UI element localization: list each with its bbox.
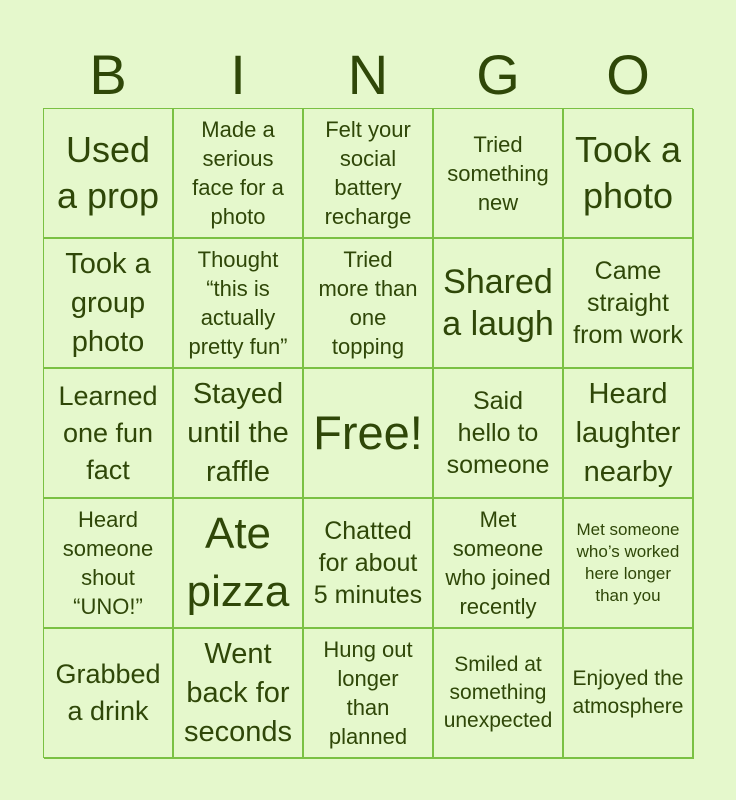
bingo-cell-label: Tried something new: [447, 131, 549, 215]
header-letter-g: G: [476, 43, 520, 106]
bingo-cell[interactable]: [434, 109, 564, 239]
bingo-cell[interactable]: [564, 239, 694, 369]
bingo-cell-label: Took a photo: [574, 129, 682, 216]
bingo-cell[interactable]: [44, 369, 174, 499]
bingo-cell-label: Said hello to someone: [446, 387, 550, 479]
bingo-cell-label: Met someone who’s worked here longer than you: [576, 520, 680, 605]
bingo-cell-label: Came straight from work: [573, 257, 683, 349]
bingo-header: [43, 44, 693, 106]
bingo-cell[interactable]: [564, 109, 694, 239]
bingo-cell[interactable]: [304, 369, 434, 499]
bingo-cell[interactable]: [564, 629, 694, 759]
bingo-cell-label: Shared a laugh: [442, 263, 554, 343]
header-letter-o: O: [606, 43, 650, 106]
bingo-cell[interactable]: [44, 499, 174, 629]
bingo-cell[interactable]: [174, 499, 304, 629]
bingo-cell-label: Thought “this is actually pretty fun”: [188, 247, 288, 359]
bingo-cell-label: Heard someone shout “UNO!”: [62, 507, 154, 619]
bingo-cell-label: Felt your social battery recharge: [324, 117, 412, 229]
bingo-cell[interactable]: [174, 369, 304, 499]
bingo-cell-label: Learned one fun fact: [58, 380, 158, 485]
bingo-cell[interactable]: [44, 109, 174, 239]
header-letter-n: N: [347, 43, 389, 106]
bingo-cell[interactable]: [304, 499, 434, 629]
bingo-cell-label: Free!: [313, 406, 423, 459]
bingo-cell[interactable]: [44, 239, 174, 369]
bingo-cell-label: Tried more than one topping: [318, 247, 418, 359]
bingo-cell-label: Made a serious face for a photo: [192, 117, 284, 229]
bingo-cell-label: Hung out longer than planned: [323, 637, 413, 749]
bingo-cell-label: Used a prop: [56, 129, 160, 216]
bingo-cell[interactable]: [434, 499, 564, 629]
bingo-cell[interactable]: [434, 369, 564, 499]
bingo-board: [43, 108, 693, 758]
bingo-cell[interactable]: [174, 629, 304, 759]
bingo-cell[interactable]: [174, 109, 304, 239]
bingo-cell[interactable]: [304, 629, 434, 759]
bingo-cell-label: Chatted for about 5 minutes: [313, 517, 423, 609]
bingo-cell-label: Took a group photo: [65, 247, 151, 358]
bingo-cell[interactable]: [304, 109, 434, 239]
bingo-cell-label: Grabbed a drink: [55, 659, 161, 726]
bingo-cell-label: Met someone who joined recently: [445, 507, 551, 619]
bingo-cell-label: Ate pizza: [186, 509, 290, 616]
bingo-cell[interactable]: [44, 629, 174, 759]
bingo-cell-label: Heard laughter nearby: [575, 377, 681, 488]
header-letter-b: B: [89, 43, 127, 106]
bingo-cell[interactable]: [434, 239, 564, 369]
header-letter-i: I: [230, 43, 246, 106]
bingo-cell[interactable]: [304, 239, 434, 369]
bingo-cell-label: Stayed until the raffle: [187, 377, 289, 488]
bingo-cell[interactable]: [174, 239, 304, 369]
bingo-cell-label: Enjoyed the atmosphere: [572, 667, 684, 718]
bingo-cell-label: Went back for seconds: [183, 637, 292, 748]
bingo-cell[interactable]: [564, 499, 694, 629]
bingo-cell[interactable]: [564, 369, 694, 499]
bingo-cell[interactable]: [434, 629, 564, 759]
bingo-cell-label: Smiled at something unexpected: [443, 653, 553, 732]
